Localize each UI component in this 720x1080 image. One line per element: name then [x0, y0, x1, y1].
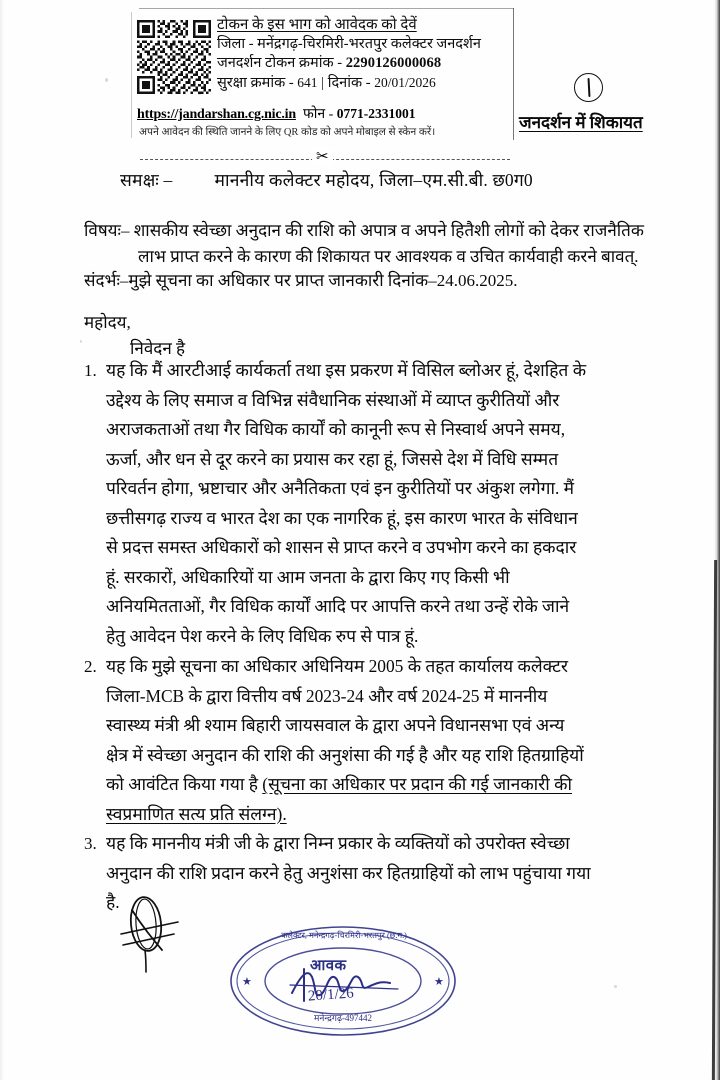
seal-center-text: आवक [310, 958, 347, 974]
paragraph-text-underlined: स्वप्रमाणित सत्य प्रति संलग्न). [106, 803, 287, 824]
paragraph-text-underlined: (सूचना का अधिकार पर प्रदान की गई जानकारी की [262, 774, 573, 794]
scan-speck [80, 340, 82, 343]
paragraph-2-body [84, 652, 708, 829]
seal-bottom-text: मनेन्द्रगढ़-497442 [313, 1013, 373, 1023]
subject-label: विषयः– [84, 221, 130, 240]
security-label: सुरक्षा क्रमांक - [217, 75, 298, 91]
paragraph-line: यह कि माननीय मंत्री जी के द्वारा निम्न प्रकार के व्यक्तियों को उपरोक्त स्वेच्छा [106, 833, 570, 853]
paragraph-line: क्षेत्र में स्वेच्छा अनुदान की राशि की अनुशंसा की गई है और यह राशि हितग्राहियों [106, 744, 584, 765]
paragraph-2-number: 2. [84, 657, 97, 676]
jandarshan-url[interactable]: https://jandarshan.cg.nic.in [137, 107, 296, 122]
paragraph-line: हेतु आवेदन पेश करने के लिए विधिक रुप से पात्र हूं. [106, 625, 419, 646]
seal-date: 20/1/26 [307, 985, 355, 1005]
token-number-line [217, 54, 508, 73]
security-value: 641 [297, 75, 318, 90]
reference-line: संदर्भः–मुझे सूचना का अधिकार पर प्राप्त जानकारी दिनांक–24.06.2025. [84, 271, 518, 290]
scan-speck [105, 78, 108, 82]
addressee-value: माननीय कलेक्टर महोदय, जिला–एम.सी.बी. छ0ग0 [214, 170, 533, 190]
paragraph-line: ऊर्जा, और धन से दूर करने का प्रयास कर रहा हूं, जिससे देश में विधि सम्मत [106, 448, 559, 469]
token-box-border-right [513, 8, 514, 140]
paragraph-line: अराजकताओं तथा गैर विधिक कार्यों को कानूनी रूप से निस्वार्थ अपने समय, [106, 419, 566, 439]
office-seal-stamp [228, 925, 458, 1043]
paragraph-line: यह कि मैं आरटीआई कार्यकर्ता तथा इस प्रकरण में विसिल ब्लोअर हूं, देशहित के [106, 360, 587, 380]
paragraph-line: यह कि मुझे सूचना का अधिकार अधिनियम 2005 के तहत कार्यालय कलेक्टर [106, 656, 568, 676]
token-box-border-top [139, 8, 514, 9]
token-district-line: जिला - मनेंद्रगढ़-चिरमिरी-भरतपुर कलेक्टर जनदर्शन [217, 36, 481, 52]
token-url-line [137, 104, 416, 123]
paragraph-line: जिला-MCB के द्वारा वित्तीय वर्ष 2023-24 और वर्ष 2024-25 में माननीय [106, 685, 548, 706]
svg-text:★: ★ [434, 976, 444, 988]
security-number-line [217, 73, 508, 93]
circled-number-stroke [588, 78, 591, 97]
subject-block [84, 218, 704, 270]
jandarshan-token-box [131, 8, 514, 146]
token-headline: टोकन के इस भाग को आवेदक को देवें [217, 17, 417, 33]
paragraph-text-plain: को आवंटित किया गया है [106, 774, 263, 794]
qr-code [137, 20, 211, 94]
jandarshan-complaint-heading: जनदर्शन में शिकायत [519, 113, 643, 132]
paragraph-line: परिवर्तन होगा, भ्रष्टाचार और अनैतिकता एवं इन कुरीतियों पर अंकुश लगेगा. मैं [106, 478, 575, 498]
token-number-label: जनदर्शन टोकन क्रमांक - [217, 55, 346, 71]
addressee-line [120, 168, 533, 192]
paragraph-line: उद्देश्य के लिए समाज व विभिन्न संवैधानिक संस्थाओं में व्याप्त कुरीतियों और [106, 389, 560, 410]
token-box-border-left [131, 12, 132, 138]
scan-speck [614, 985, 617, 988]
phone-value: 0771-2331001 [336, 106, 416, 121]
cut-line [140, 148, 510, 166]
paragraph-line: अनुदान की राशि प्रदान करने हेतु अनुशंसा कर हितग्राहियों को लाभ पहुंचाया गया [106, 862, 591, 883]
salutation: महोदय, [84, 313, 131, 332]
handwritten-signature [112, 892, 222, 977]
paragraph-line: से प्रदत्त समस्त अधिकारों को शासन से प्राप्त करने व उपभोग करने का हकदार [106, 537, 577, 557]
subject-line-1: शासकीय स्वेच्छा अनुदान की राशि को अपात्र व अपने हितैशी लोगों को देकर राजनैतिक [129, 221, 644, 240]
paragraph-line: छत्तीसगढ़ राज्य व भारत देश का एक नागरिक हूं, इस कारण भारत के संविधान [106, 507, 578, 528]
paragraph-1-number: 1. [84, 361, 97, 380]
seal-signature-scribble [286, 963, 406, 1005]
paragraph-line: है. [106, 892, 120, 912]
token-number-value: 2290126000068 [345, 55, 442, 71]
paragraph-1-body [84, 356, 708, 651]
token-text-block [217, 16, 508, 93]
phone-label: फोन - [302, 107, 337, 122]
paragraph-line-mixed [106, 770, 708, 800]
qr-scan-hint: अपने आवेदन की स्थिति जानने के लिए QR कोड को अपने मोबाइल से स्केन करें। [139, 127, 436, 138]
circled-number-mark [574, 73, 603, 102]
date-value: 20/01/2026 [374, 75, 436, 90]
paragraph-line: स्वास्थ्य मंत्री श्री श्याम बिहारी जायसवाल के द्वारा अपने विधानसभा एवं अन्य [106, 715, 565, 735]
paragraph-2 [84, 652, 708, 829]
svg-text:★: ★ [242, 976, 252, 988]
paragraph-1 [84, 356, 708, 651]
paragraph-3-number: 3. [84, 834, 97, 853]
paragraph-line: हूं. सरकारों, अधिकारियों या आम जनता के द्वारा किए गए किसी भी [106, 566, 510, 587]
scissors-icon: ✂ [312, 149, 333, 165]
date-label: दिनांक - [327, 75, 375, 91]
paragraph-line: अनियमितताओं, गैर विधिक कार्यों आदि पर आपत्ति करने तथा उन्हें रोके जाने [106, 596, 570, 616]
paragraph-line-underlined [106, 800, 708, 830]
token-separator: | [317, 75, 328, 91]
subject-line-2: लाभ प्राप्त करने के कारण की शिकायत पर आवश्यक व उचित कार्यवाही करने बावत्. [138, 247, 639, 266]
request-intro: निवेदन है [130, 339, 186, 358]
seal-top-text: कलेक्टर, मनेन्द्रगढ़-चिरमिरी-भरतपुर (छ.ग.) [281, 931, 407, 940]
addressee-label: समक्षः – [120, 170, 173, 190]
scan-edge-left [0, 0, 4, 1080]
